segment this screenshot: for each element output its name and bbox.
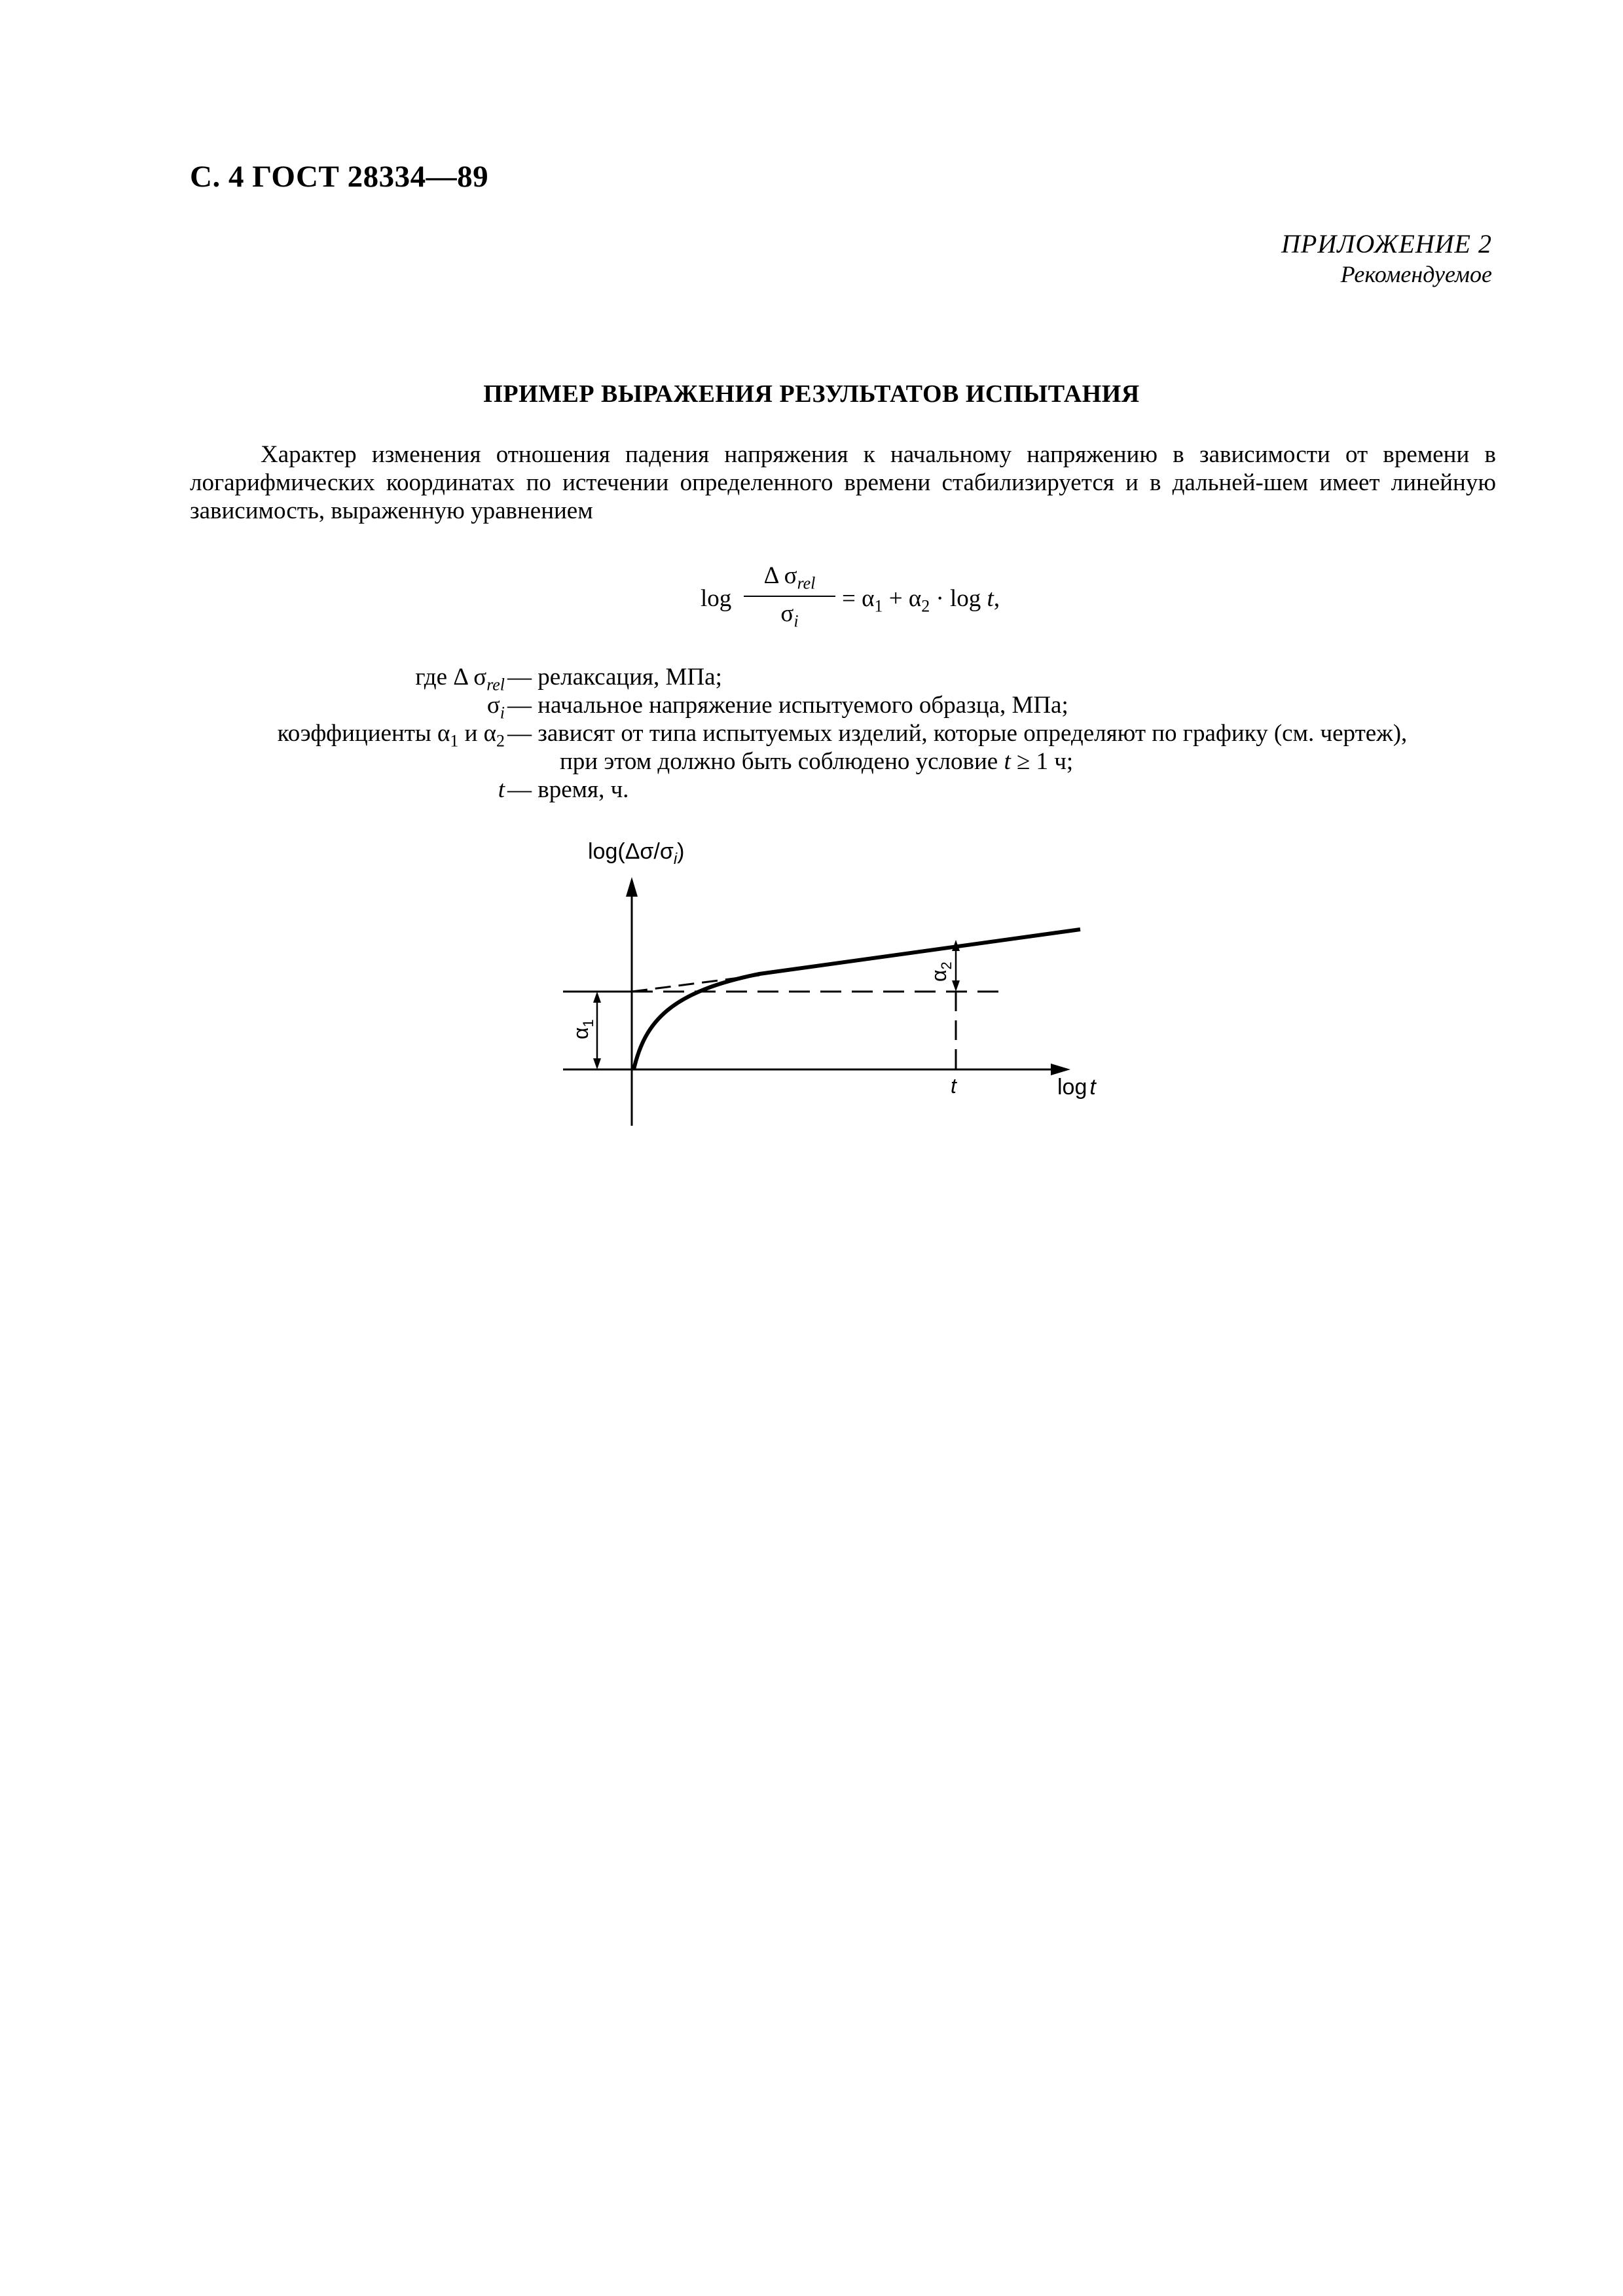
rhs-a1-sub: 1 [874, 596, 883, 616]
def3-term-a: коэффициенты α [277, 720, 450, 747]
numerator-text: Δ σ [763, 562, 797, 589]
equation-denominator [744, 600, 835, 631]
rhs-a1: = α [842, 585, 875, 612]
def4-term-text: t [498, 776, 505, 803]
x-axis-arrow-icon [1051, 1064, 1070, 1075]
relaxation-diagram [563, 831, 1106, 1132]
def3-sub2: 2 [496, 731, 505, 751]
def-term-time [498, 776, 505, 804]
appendix-status: Рекомендуемое [1340, 261, 1492, 287]
numerator-sub: rel [797, 573, 816, 593]
equation-fraction [744, 562, 835, 631]
def2-term-sub: i [500, 703, 505, 723]
rhs-a2-sub: 2 [921, 596, 930, 616]
denominator-text: σ [780, 600, 794, 627]
intro-paragraph: Характер изменения отношения падения напряжения к начальному напряжению в зависимости от времени в логарифмических координатах по истечении определенного времени стабилизируется и в дальней-шем имеет линейную зависимость, выраженную уравнением [190, 441, 1496, 524]
def1-term-sub: rel [486, 675, 505, 694]
rhs-t: t [987, 585, 994, 612]
fraction-bar [744, 596, 835, 597]
appendix-label [1281, 229, 1492, 289]
y-axis-label: $\log(\Delta\sigma/\sigma_i)$ [588, 839, 685, 868]
def-text-relaxation: — релаксация, МПа; [507, 664, 722, 691]
rhs-tail: · log [930, 585, 987, 612]
def-text-coefficients: — зависят от типа испытуемых изделий, которые определяют по графику (см. чертеж), [507, 720, 1408, 747]
equation-log: log [701, 585, 732, 612]
def-text-sigma: — начальное напряжение испытуемого образца, МПа; [507, 692, 1068, 719]
def-text-time: — время, ч. [507, 776, 629, 803]
def-term-coefficients [278, 719, 505, 755]
def3-sub1: 1 [450, 731, 459, 751]
page-header: С. 4 ГОСТ 28334—89 [190, 160, 489, 194]
def3-cond-a: при этом должно быть соблюдено условие [560, 748, 1004, 775]
equation [701, 562, 1067, 640]
def3-cond-b: ≥ 1 ч; [1010, 748, 1074, 775]
def-text-condition [560, 747, 1073, 776]
equation-numerator [744, 562, 835, 592]
alpha2-arrow-down-icon [952, 980, 960, 992]
def3-term-b: и α [458, 720, 497, 747]
alpha1-label: $\alpha_1$ [569, 1019, 596, 1039]
def2-term-text: σ [486, 692, 500, 719]
def3-cond-t: t [1004, 748, 1011, 775]
rhs-end: , [993, 585, 1000, 612]
appendix-number: ПРИЛОЖЕНИЕ 2 [1281, 229, 1492, 259]
denominator-sub: i [793, 611, 799, 631]
rhs-plus: + α [883, 585, 922, 612]
relaxation-curve [634, 929, 1080, 1069]
def1-term-text: где Δ σ [415, 664, 487, 691]
alpha2-label: $\alpha_2$ [927, 961, 955, 982]
x-axis-label: log t [1057, 1075, 1096, 1100]
y-axis-arrow-icon [626, 877, 638, 897]
alpha1-arrow-up-icon [593, 992, 601, 1003]
t-mark-label: t [951, 1074, 957, 1098]
section-title: ПРИМЕР ВЫРАЖЕНИЯ РЕЗУЛЬТАТОВ ИСПЫТАНИЯ [483, 380, 1140, 408]
equation-rhs [842, 584, 1000, 616]
alpha1-arrow-down-icon [593, 1058, 601, 1069]
